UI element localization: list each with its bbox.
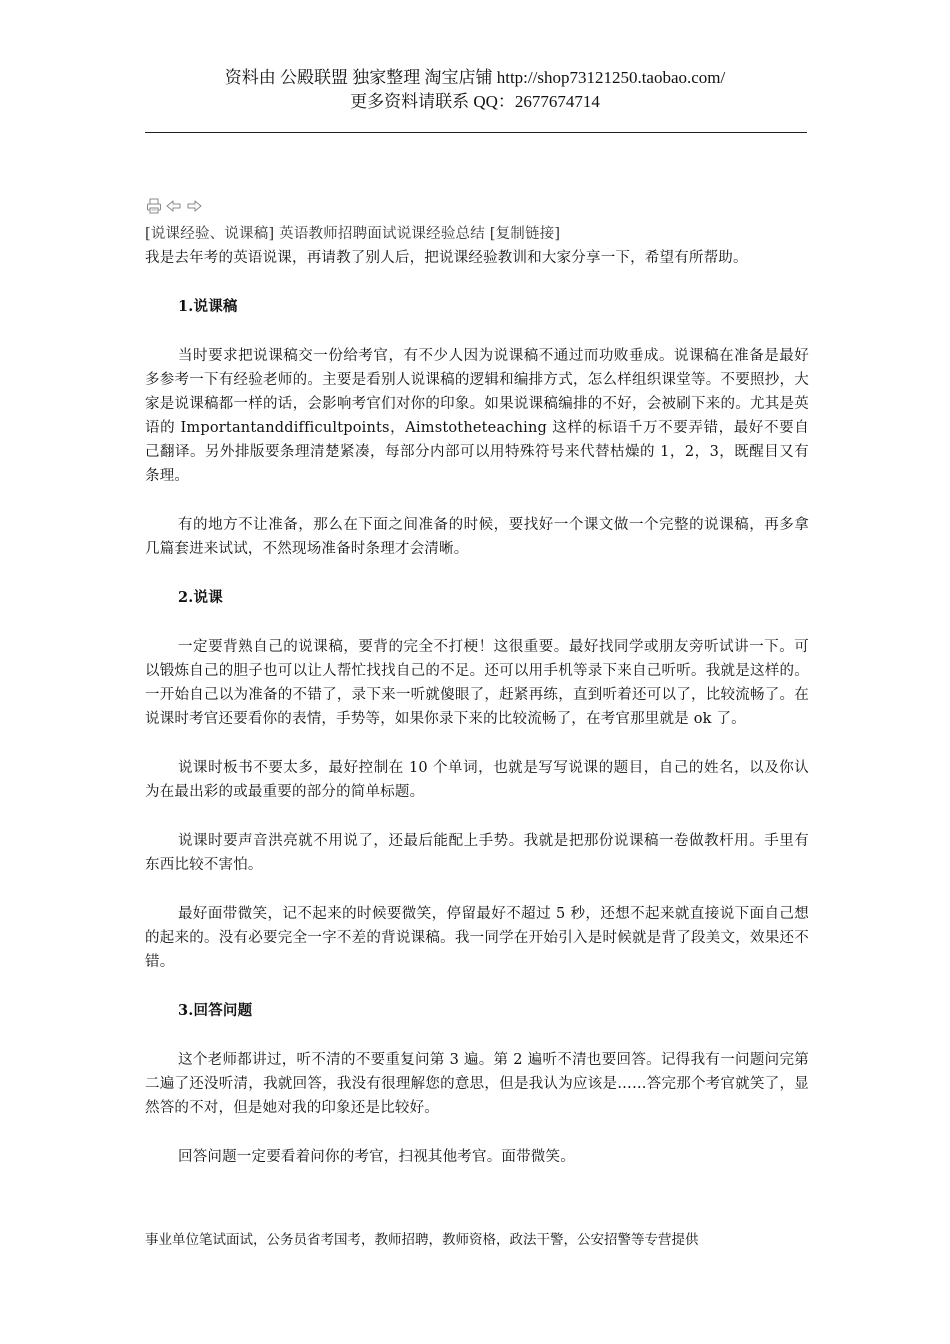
section-paragraph: 有的地方不让准备，那么在下面之间准备的时候，要找好一个课文做一个完整的说课稿，再多拿几篇套进来试试，不然现场准备时条理才会清晰。 xyxy=(145,517,809,557)
section-heading: 3.回答问题 xyxy=(178,1002,253,1019)
page-header xyxy=(0,66,950,114)
article-body xyxy=(145,222,809,1169)
article-toolbar xyxy=(145,197,203,215)
section-heading: 1.说课稿 xyxy=(178,298,238,315)
header-divider xyxy=(145,132,807,133)
section-paragraph: 说课时要声音洪亮就不用说了，还最后能配上手势。我就是把那份说课稿一卷做教杆用。手里有东西比较不害怕。 xyxy=(145,833,809,873)
section-paragraph: 说课时板书不要太多，最好控制在 10 个单词，也就是写写说课的题目，自己的姓名，以及你认为在最出彩的或最重要的部分的简单标题。 xyxy=(145,760,809,800)
section-paragraph: 这个老师都讲过，听不清的不要重复问第 3 遍。第 2 遍听不清也要回答。记得我有一问题问完第二遍了还没听清，我就回答，我没有很理解您的意思，但是我认为应该是……答完那个考官就笑了，显然答的不对，但是她对我的印象还是比较好。 xyxy=(145,1052,809,1116)
section-paragraph: 一定要背熟自己的说课稿，要背的完全不打梗！这很重要。最好找同学或朋友旁听试讲一下。可以锻炼自己的胆子也可以让人帮忙找找自己的不足。还可以用手机等录下来自己听听。我就是这样的。一开始自己以为准备的不错了，录下来一听就傻眼了，赶紧再练，直到听着还可以了，比较流畅了。在说课时考官还要看你的表情，手势等，如果你录下来的比较流畅了，在考官那里就是 ok 了。 xyxy=(145,639,809,727)
section-paragraph: 当时要求把说课稿交一份给考官，有不少人因为说课稿不通过而功败垂成。说课稿在准备是最好多参考一下有经验老师的。主要是看别人说课稿的逻辑和编排方式，怎么样组织课堂等。不要照抄，大家是说课稿都一样的话，会影响考官们对你的印象。如果说课稿编排的不好，会被刷下来的。尤其是英语的 Importantanddifficultpoints，Aimstotheteaching 这样的标语千万不要弄错，最好不要自己翻译。另外排版要条理清楚紧凑，每部分内部可以用特殊符号来代替枯燥的 1，2，3，既醒目又有条理。 xyxy=(145,348,809,484)
printer-icon[interactable] xyxy=(145,197,163,215)
page-footer: 事业单位笔试面试，公务员省考国考，教师招聘，教师资格，政法干警，公安招警等专营提供 xyxy=(145,1232,699,1248)
header-line-contact: 更多资料请联系 QQ：2677674714 xyxy=(350,92,600,111)
arrow-left-icon[interactable] xyxy=(165,197,183,215)
header-line-shop: 资料由 公殿联盟 独家整理 淘宝店铺 http://shop73121250.taobao.com/ xyxy=(224,68,726,87)
arrow-right-icon[interactable] xyxy=(185,197,203,215)
section-paragraph: 最好面带微笑，记不起来的时候要微笑，停留最好不超过 5 秒，还想不起来就直接说下面自己想的起来的。没有必要完全一字不差的背说课稿。我一同学在开始引入是时候就是背了段美文，效果还不错。 xyxy=(145,906,809,970)
section-heading: 2.说课 xyxy=(178,589,223,606)
section-paragraph: 回答问题一定要看着问你的考官，扫视其他考官。面带微笑。 xyxy=(178,1149,575,1165)
article-intro: 我是去年考的英语说课，再请教了别人后，把说课经验教训和大家分享一下，希望有所帮助。 xyxy=(145,250,748,266)
article-breadcrumb[interactable]: [说课经验、说课稿] 英语教师招聘面试说课经验总结 [复制链接] xyxy=(145,226,561,242)
